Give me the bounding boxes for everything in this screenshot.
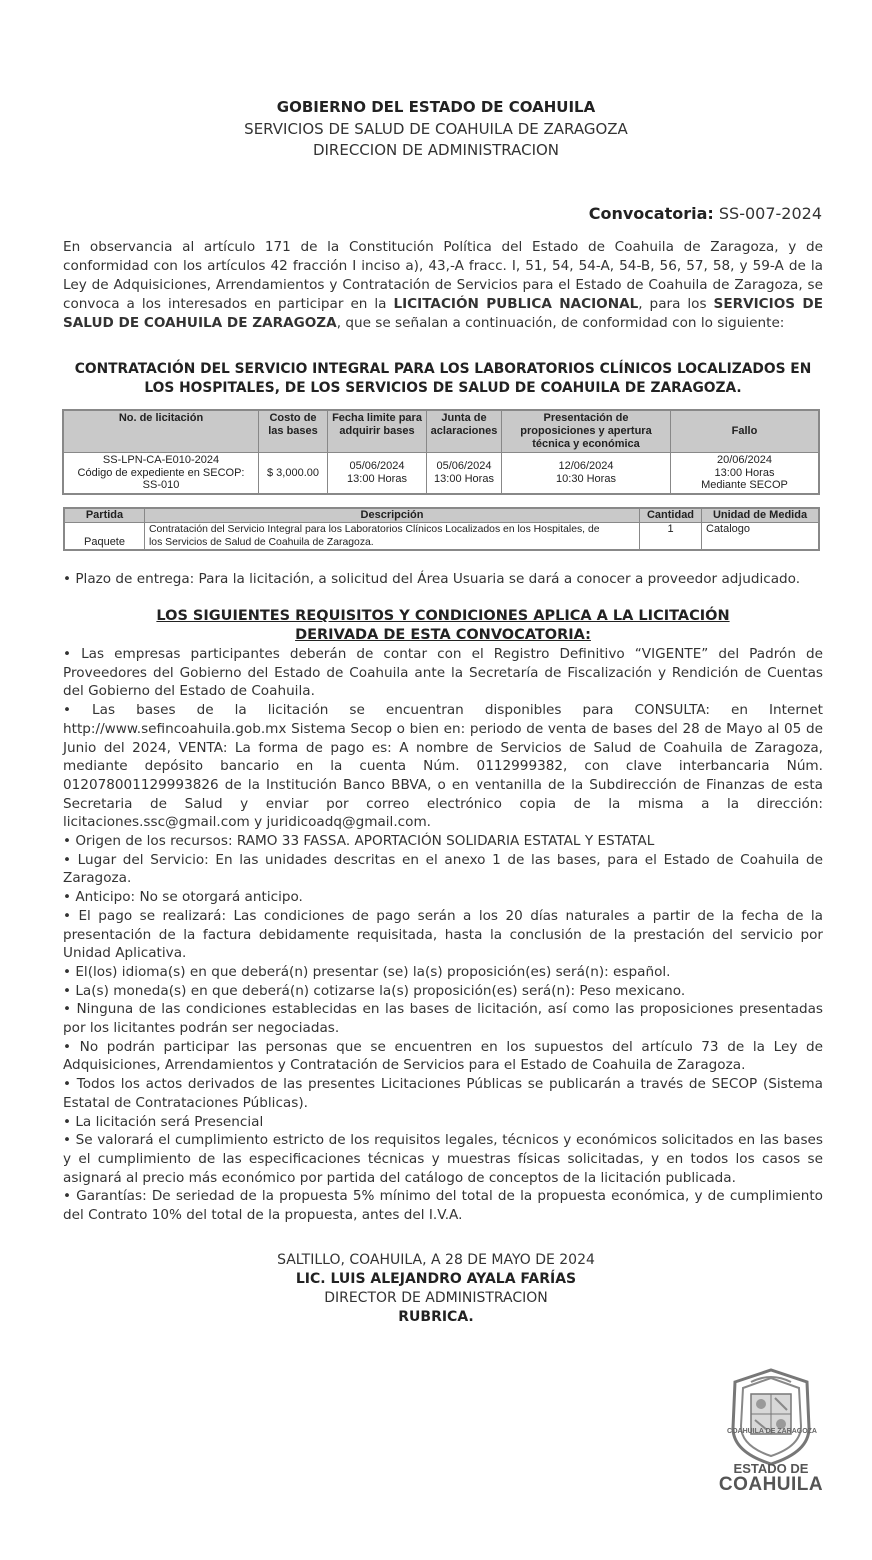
list-item: • La(s) moneda(s) en que deberá(n) cotizarse la(s) proposición(es) será(n): Peso mexicano. — [63, 982, 686, 999]
cell-partida: Paquete — [64, 523, 145, 551]
th-fallo: Fallo — [671, 410, 820, 453]
cell-unidad: Catalogo — [702, 523, 820, 551]
table-row — [64, 523, 819, 551]
fecha-limite-date: 05/06/2024 — [349, 460, 405, 473]
convocatoria-number — [589, 204, 822, 223]
list-item: • El(los) idioma(s) en que deberá(n) presentar (se) la(s) proposición(es) será(n): español. — [63, 963, 671, 980]
signature-name: LIC. LUIS ALEJANDRO AYALA FARÍAS — [295, 1271, 577, 1287]
signature-rubrica: RUBRICA. — [398, 1309, 474, 1325]
th-descripcion: Descripción — [145, 508, 640, 523]
list-item: • Origen de los recursos: RAMO 33 FASSA. APORTACIÓN SOLIDARIA ESTATAL Y ESTATAL — [63, 833, 655, 850]
th-cantidad: Cantidad — [640, 508, 702, 523]
header-direction: DIRECCION DE ADMINISTRACION — [312, 141, 560, 159]
descripcion-line2: los Servicios de Salud de Coahuila de Zaragoza. — [149, 537, 374, 548]
logo-text-line2: COAHUILA — [718, 1474, 824, 1495]
intro-paragraph — [63, 238, 823, 333]
convocatoria-label: Convocatoria: — [588, 204, 714, 223]
partida-table — [63, 507, 820, 551]
section-title-line2: LOS HOSPITALES, DE LOS SERVICIOS DE SALUD DE COAHUILA DE ZARAGOZA. — [144, 380, 742, 396]
cell-costo: $ 3,000.00 — [259, 453, 328, 494]
requisitos-title-line2: DERIVADA DE ESTA CONVOCATORIA: — [295, 627, 591, 643]
signature-place-date: SALTILLO, COAHUILA, A 28 DE MAYO DE 2024 — [277, 1252, 595, 1268]
requisitos-list — [63, 645, 823, 1225]
header-government: GOBIERNO DEL ESTADO DE COAHUILA — [276, 98, 596, 116]
descripcion-line1: Contratación del Servicio Integral para los Laboratorios Clínicos Localizados en los Hospitales, de — [149, 524, 600, 535]
cell-junta — [427, 453, 502, 494]
requisitos-title — [63, 607, 823, 645]
licitacion-table — [62, 409, 820, 495]
header-agency: SERVICIOS DE SALUD DE COAHUILA DE ZARAGOZA — [244, 120, 628, 138]
list-item: • La licitación será Presencial — [63, 1113, 264, 1130]
list-item: • Anticipo: No se otorgará anticipo. — [63, 889, 303, 906]
fallo-time: 13:00 Horas — [714, 466, 775, 479]
licitacion-number: SS-LPN-CA-E010-2024 — [102, 454, 220, 466]
cell-fecha-limite — [328, 453, 427, 494]
signature-position: DIRECTOR DE ADMINISTRACION — [324, 1290, 548, 1306]
list-item: • Garantías: De seriedad de la propuesta 5% mínimo del total de la propuesta económica, y de cumplimiento del Contrato 10% del total de la propuesta, antes del I.V.A. — [63, 1188, 823, 1224]
intro-text-1: En observancia al artículo 171 de la Constitución Política del Estado de Coahuila de Zaragoza, y de conformidad con los artículos 42 fracción I inciso a), 43,-A fracc. I, 51, 54, 54-A, 54-B, 56, 57, 58, y 59-A de la Ley de Adquisiciones, Arrendamientos y Contratación de Servicios para el Estado de Coahuila de Zaragoza, se convoca a los interesados en participar en la — [63, 239, 823, 312]
intro-bold-1: LICITACIÓN PUBLICA NACIONAL — [393, 296, 639, 312]
fallo-mode: Mediante SECOP — [701, 479, 788, 491]
section-title-line1: CONTRATACIÓN DEL SERVICIO INTEGRAL PARA LOS LABORATORIOS CLÍNICOS LOCALIZADOS EN — [74, 361, 812, 377]
th-presentacion: Presentación de proposiciones y apertura técnica y económica — [502, 410, 671, 453]
requisitos-title-line1: LOS SIGUIENTES REQUISITOS Y CONDICIONES APLICA A LA LICITACIÓN — [156, 608, 730, 624]
list-item: • Se valorará el cumplimiento estricto de los requisitos legales, técnicos y económicos solicitados en las bases y el cumplimiento de las especificaciones técnicas y muestras físicas solicitadas, y en todos los casos se asignará al precio más económico por partida del catálogo de conceptos de la licitación publicada. — [63, 1132, 823, 1186]
cell-fallo — [671, 453, 820, 494]
cell-cantidad: 1 — [640, 523, 702, 551]
logo-text-line1: ESTADO DE — [733, 1461, 809, 1476]
plazo-entrega: • Plazo de entrega: Para la licitación, a solicitud del Área Usuaria se dará a conocer a proveedor adjudicado. — [63, 571, 801, 587]
fallo-date: 20/06/2024 — [716, 454, 773, 466]
section-title — [63, 360, 823, 398]
licitacion-secop-code: SS-010 — [142, 479, 180, 491]
presentacion-time: 10:30 Horas — [556, 472, 616, 485]
intro-text-3: , que se señalan a continuación, de conformidad con lo siguiente: — [336, 315, 785, 331]
presentacion-date: 12/06/2024 — [558, 460, 614, 473]
th-costo: Costo de las bases — [259, 410, 328, 453]
table-row — [63, 453, 819, 494]
cell-presentacion — [502, 453, 671, 494]
junta-time: 13:00 Horas — [434, 472, 494, 485]
junta-date: 05/06/2024 — [436, 460, 492, 473]
th-fecha-limite: Fecha limite para adquirir bases — [328, 410, 427, 453]
th-junta: Junta de aclaraciones — [427, 410, 502, 453]
licitacion-secop-label: Código de expediente en SECOP: — [77, 466, 245, 479]
list-item: • Lugar del Servicio: En las unidades descritas en el anexo 1 de las bases, para el Estado de Coahuila de Zaragoza. — [63, 851, 823, 887]
cell-licitacion — [63, 453, 259, 494]
intro-bold-2: SERVICIOS DE SALUD DE COAHUILA DE ZARAGOZA — [63, 296, 823, 331]
intro-text-2: , para los — [638, 296, 714, 312]
logo-seal-text: COAHUILA DE ZARAGOZA — [727, 1428, 817, 1435]
list-item: • Ninguna de las condiciones establecidas en las bases de licitación, así como las proposiciones presentadas por los licitantes podrán ser negociadas. — [63, 1001, 823, 1037]
cell-descripcion — [145, 523, 640, 551]
list-item: • Las bases de la licitación se encuentran disponibles para CONSULTA: en Internet http://www.sefincoahuila.gob.mx Sistema Secop o bien en: periodo de venta de bases del 28 de Mayo al 05 de Junio del 2024, VENTA: La forma de pago es: A nombre de Servicios de Salud de Coahuila de Zaragoza, mediante depósito bancario en la cuenta Núm. 0112999382, con clave interbancaria Núm. 012078001129993826 de la Institución Banco BBVA, o en ventanilla de la Subdirección de Finanzas de esta Secretaria de Salud y enviar por correo electrónico copia de la misma a la dirección: licitaciones.ssc@gmail.com y juridicoadq@gmail.com. — [63, 702, 823, 831]
th-unidad: Unidad de Medida — [702, 508, 820, 523]
th-licitacion: No. de licitación — [63, 410, 259, 453]
list-item: • Las empresas participantes deberán de contar con el Registro Definitivo “VIGENTE” del Padrón de Proveedores del Gobierno del Estado de Coahuila ante la Secretaría de Fiscalización y Rendición de Cuentas del Gobierno del Estado de Coahuila. — [63, 646, 823, 700]
convocatoria-value: SS-007-2024 — [718, 204, 822, 223]
fecha-limite-time: 13:00 Horas — [347, 472, 407, 485]
list-item: • No podrán participar las personas que se encuentren en los supuestos del artículo 73 de la Ley de Adquisiciones, Arrendamientos y Contratación de Servicios para el Estado de Coahuila de Zaragoza. — [63, 1038, 823, 1074]
list-item: • El pago se realizará: Las condiciones de pago serán a los 20 días naturales a partir de la fecha de la presentación de la factura debidamente requisitada, hasta la conclusión de la prestación del servicio por Unidad Aplicativa. — [63, 907, 823, 962]
th-partida: Partida — [64, 508, 145, 523]
list-item: • Todos los actos derivados de las presentes Licitaciones Públicas se publicarán a través de SECOP (Sistema Estatal de Contrataciones Públicas). — [63, 1076, 823, 1111]
